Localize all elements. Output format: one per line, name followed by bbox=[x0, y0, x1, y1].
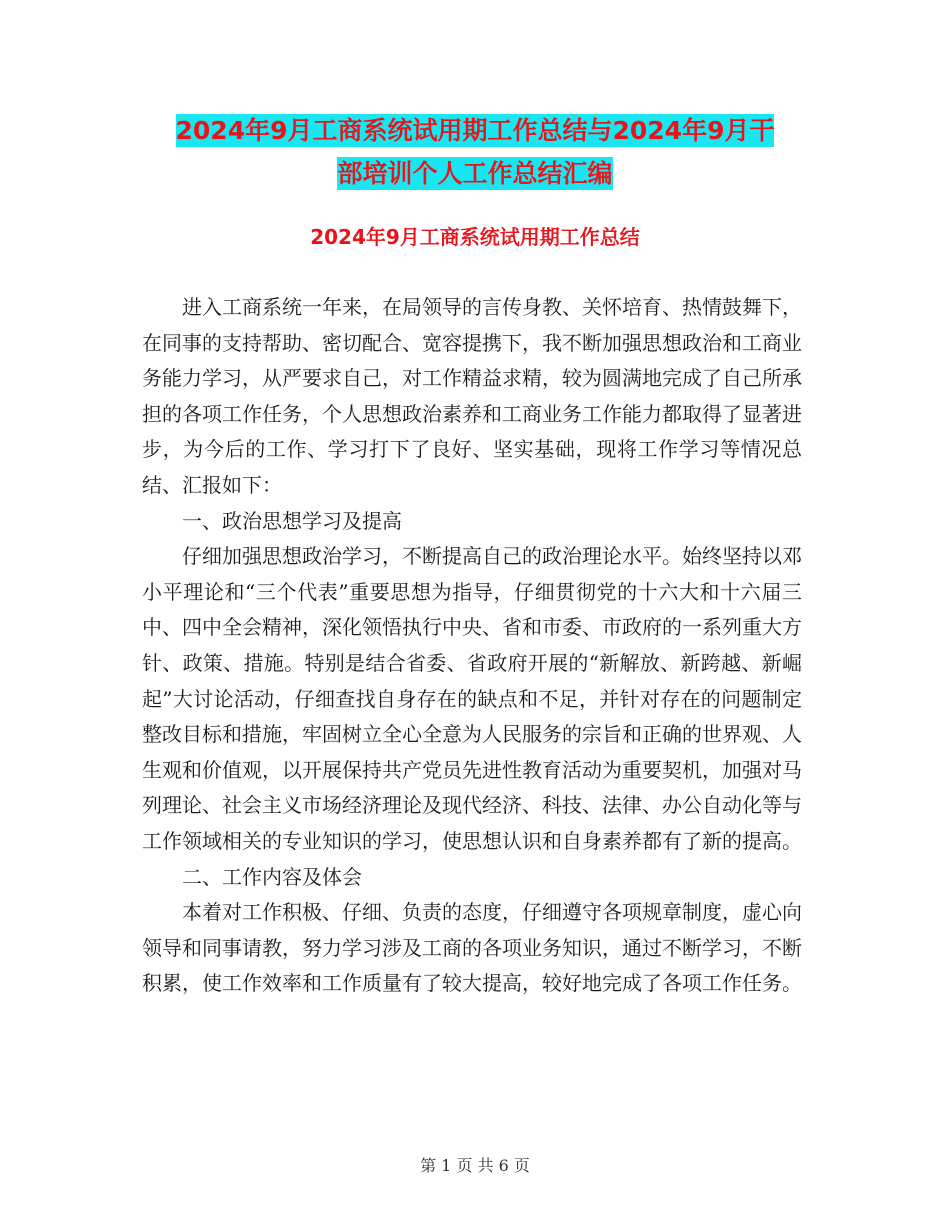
heading-work-content: 二、工作内容及体会 bbox=[182, 864, 362, 889]
heading-political-study: 一、政治思想学习及提高 bbox=[182, 508, 402, 533]
section-title: 2024年9月工商系统试用期工作总结 bbox=[310, 225, 640, 249]
document-body bbox=[142, 290, 802, 1002]
political-study-paragraph: 仔细加强思想政治学习，不断提高自己的政治理论水平。始终坚持以邓小平理论和“三个代表”重要思想为指导，仔细贯彻党的十六大和十六届三中、四中全会精神，深化领悟执行中央、省和市委、市政府的一系列重大方针、政策、措施。特别是结合省委、省政府开展的“新解放、新跨越、新崛起”大讨论活动，仔细查找自身存在的缺点和不足，并针对存在的问题制定整改目标和措施，牢固树立全心全意为人民服务的宗旨和正确的世界观、人生观和价值观，以开展保持共产党员先进性教育活动为重要契机，加强对马列理论、社会主义市场经济理论及现代经济、科技、法律、办公自动化等与工作领域相关的专业知识的学习，使思想认识和自身素养都有了新的提高。 bbox=[142, 544, 802, 853]
document-title-line-2 bbox=[0, 158, 950, 190]
document-title-text-1: 2024年9月工商系统试用期工作总结与2024年9月干 bbox=[175, 116, 775, 145]
document-title-text-2: 部培训个人工作总结汇编 bbox=[337, 159, 613, 188]
page-number-footer: 第 1 页 共 6 页 bbox=[420, 1156, 530, 1175]
intro-paragraph: 进入工商系统一年来，在局领导的言传身教、关怀培育、热情鼓舞下，在同事的支持帮助、密切配合、宽容提携下，我不断加强思想政治和工商业务能力学习，从严要求自己，对工作精益求精，较为圆满地完成了自己所承担的各项工作任务，个人思想政治素养和工商业务工作能力都取得了显著进步，为今后的工作、学习打下了良好、坚实基础，现将工作学习等情况总结、汇报如下： bbox=[142, 295, 802, 497]
work-content-paragraph: 本着对工作积极、仔细、负责的态度，仔细遵守各项规章制度，虚心向领导和同事请教，努力学习涉及工商的各项业务知识，通过不断学习，不断积累，使工作效率和工作质量有了较大提高，较好地完成了各项工作任务。 bbox=[142, 900, 802, 996]
document-title-line-1 bbox=[0, 115, 950, 147]
